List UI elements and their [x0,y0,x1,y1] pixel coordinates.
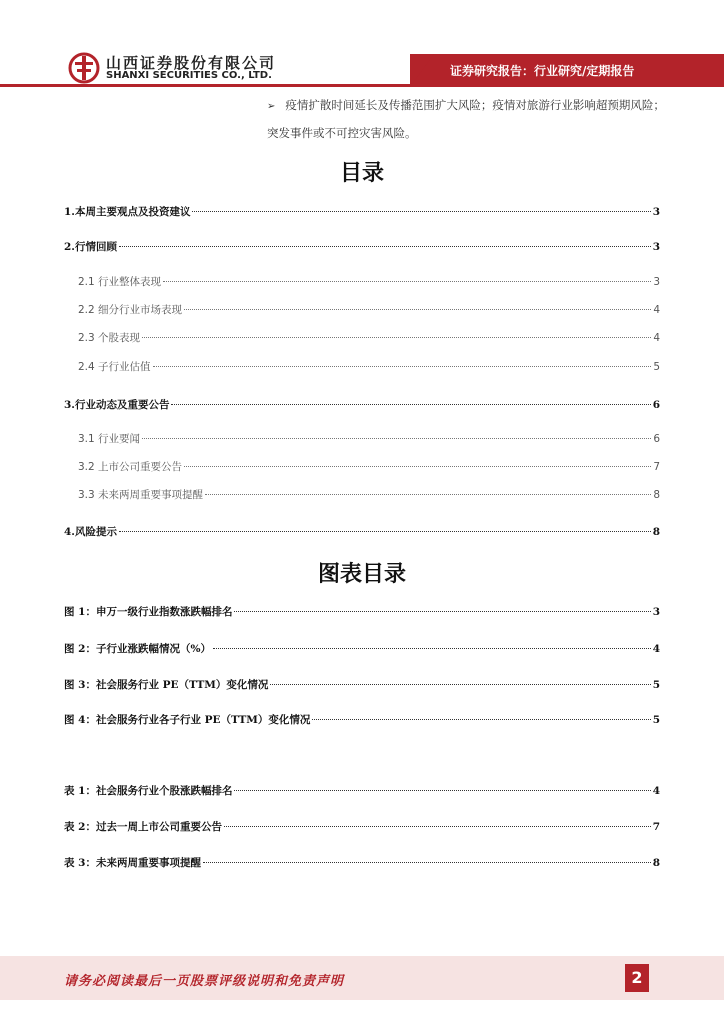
toc-entry-page: 3 [653,276,660,288]
table-entry[interactable] [64,855,660,870]
table-entry-label: 表 3：未来两周重要事项提醒 [64,857,201,869]
leader-dots [234,611,650,612]
leader-dots [270,684,650,685]
leader-dots [312,719,650,720]
toc-entry-page: 5 [653,361,660,373]
figure-entry[interactable] [64,677,660,692]
toc-entry-page: 7 [653,461,660,473]
figure-entry[interactable] [64,712,660,727]
figure-entry[interactable] [64,604,660,619]
figures-title: 图表目录 [317,562,406,587]
toc-entry-label: 2.3 个股表现 [78,332,141,344]
toc-entry[interactable] [64,239,660,254]
toc-entry-page: 8 [653,489,660,501]
page-header [0,0,724,92]
leader-dots [119,531,651,532]
leader-dots [142,438,651,439]
leader-dots [142,337,651,338]
toc-entry-label: 2.1 行业整体表现 [78,276,162,288]
toc-entry-label: 3.2 上市公司重要公告 [78,461,183,473]
toc-entry-page: 3 [652,206,660,218]
figure-entry-page: 3 [652,606,660,618]
toc-title: 目录 [339,161,384,186]
leader-dots [163,281,651,282]
leader-dots [184,466,651,467]
toc-entry[interactable] [78,302,660,317]
toc-entry-page: 4 [653,332,660,344]
toc-entry-page: 4 [653,304,660,316]
figure-entry[interactable] [64,641,660,656]
figure-entry-label: 图 2：子行业涨跌幅情况（%） [64,643,211,655]
toc-entry[interactable] [78,330,660,345]
toc-entry[interactable] [78,359,660,374]
toc-entry-label: 1.本周主要观点及投资建议 [64,206,191,218]
table-entry-page: 7 [652,821,660,833]
company-name-en: SHANXI SECURITIES CO., LTD. [106,70,272,81]
leader-dots [192,211,650,212]
leader-dots [224,826,651,827]
toc-entry-page: 6 [653,433,660,445]
leader-dots [184,309,651,310]
leader-dots [234,790,650,791]
toc-entry[interactable] [78,431,660,446]
leader-dots [213,648,651,649]
toc-entry-label: 3.行业动态及重要公告 [64,399,170,411]
toc-entry-label: 3.3 未来两周重要事项提醒 [78,489,204,501]
table-entry-page: 4 [652,785,660,797]
leader-dots [205,494,651,495]
table-entry-page: 8 [652,857,660,869]
toc-entry[interactable] [64,397,660,412]
leader-dots [171,404,650,405]
risk-text: 疫情扩散时间延长及传播范围扩大风险；疫情对旅游行业影响超预期风险；突发事件或不可控灾害风险。 [267,98,665,140]
toc-entry-label: 2.2 细分行业市场表现 [78,304,183,316]
toc-entry[interactable] [78,274,660,289]
toc-entry[interactable] [78,487,660,502]
toc-entry-label: 2.4 子行业估值 [78,361,151,373]
leader-dots [153,366,652,367]
page-number: 2 [625,964,649,992]
leader-dots [203,862,651,863]
footer-disclaimer: 请务必阅读最后一页股票评级说明和免责声明 [64,974,345,989]
report-type: 证券研究报告：行业研究/定期报告 [450,64,635,78]
table-entry[interactable] [64,783,660,798]
toc-entry[interactable] [64,204,660,219]
figure-entry-label: 图 1：申万一级行业指数涨跌幅排名 [64,606,233,618]
risk-note [267,92,667,146]
figure-entry-label: 图 4：社会服务行业各子行业 PE（TTM）变化情况 [64,714,311,726]
figure-entry-label: 图 3：社会服务行业 PE（TTM）变化情况 [64,679,269,691]
leader-dots [119,246,651,247]
figure-entry-page: 4 [652,643,660,655]
company-name-cn: 山西证券股份有限公司 [106,54,277,72]
toc-entry-label: 3.1 行业要闻 [78,433,141,445]
figure-entry-page: 5 [652,679,660,691]
toc-entry-label: 4.风险提示 [64,526,117,538]
figure-entry-page: 5 [652,714,660,726]
arrow-bullet-icon: ➢ [267,101,276,112]
toc-entry[interactable] [78,459,660,474]
toc-entry[interactable] [64,524,660,539]
table-entry[interactable] [64,819,660,834]
toc-entry-page: 6 [652,399,660,411]
toc-entry-page: 3 [652,241,660,253]
table-entry-label: 表 2：过去一周上市公司重要公告 [64,821,222,833]
shanxi-securities-logo-icon [68,52,100,84]
toc-entry-label: 2.行情回顾 [64,241,117,253]
toc-entry-page: 8 [652,526,660,538]
table-entry-label: 表 1：社会服务行业个股涨跌幅排名 [64,785,233,797]
